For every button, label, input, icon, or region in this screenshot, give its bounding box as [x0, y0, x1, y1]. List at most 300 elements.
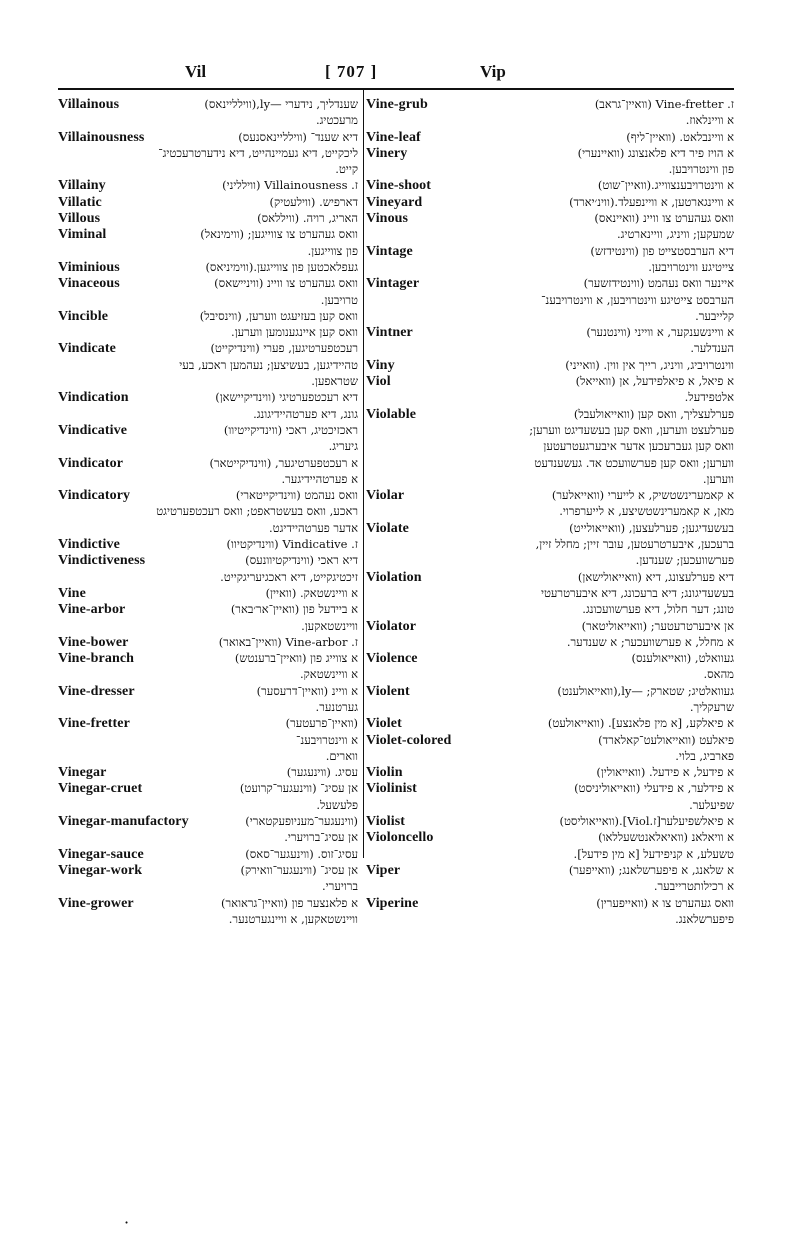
definition-text: א וויינשענקער, א ווייני (ווינטנער)	[586, 325, 734, 340]
entry-first-line	[58, 813, 358, 829]
definition-text: א וויינגארטען, א וויינפעלד.(ווינ׳יארד)	[569, 194, 734, 209]
dictionary-entry	[58, 389, 358, 422]
headword: Vincible	[58, 308, 109, 324]
definition-text: א פלאנצער פון (וואיין־גראואר)	[221, 895, 358, 910]
headword: Vine-fretter	[58, 716, 130, 732]
headword: Vindicate	[58, 341, 116, 357]
headword: Vindicator	[58, 455, 124, 471]
definition-text: דיא הערבסטצייט פון (ווינטידזש)	[590, 243, 734, 258]
dictionary-entry	[58, 846, 358, 862]
headword: Viol	[366, 374, 391, 390]
headword: Viperine	[366, 895, 419, 911]
definition-text: א וויינשטאק. (וואיין)	[265, 585, 358, 600]
left-column	[58, 96, 358, 927]
dictionary-entry	[366, 357, 734, 373]
dictionary-entry	[366, 732, 734, 765]
definition-text: ליכקייט, דיא געמיינהייט, דיא נידערטרעכטיג־	[158, 145, 358, 160]
definition-text: געוואלט, (וואייאולענס)	[631, 651, 734, 666]
headword: Vine-bower	[58, 634, 129, 650]
entry-first-line	[366, 862, 734, 878]
definition-continuation	[58, 112, 358, 128]
definition-text: ברויערי.	[322, 879, 358, 894]
dictionary-entry	[58, 536, 358, 552]
definition-text: שטראפען.	[311, 374, 358, 389]
headword: Viper	[366, 862, 401, 878]
entry-first-line	[366, 194, 734, 210]
headword: Villatic	[58, 194, 102, 210]
definition-text: אן עסיג־ (ווינעגער־קרועט)	[239, 781, 358, 796]
definition-continuation	[366, 340, 734, 356]
entry-first-line	[58, 715, 358, 731]
definition-text: א ווינטרויבענ־	[296, 732, 358, 747]
dictionary-entry	[58, 895, 358, 928]
headword: Violator	[366, 618, 417, 634]
definition-text: פיאלעט (וואייאולעט־קאלארד)	[598, 732, 734, 747]
headword: Vintager	[366, 276, 420, 292]
definition-text: א פידלער, א פידעלי (וואייאוליניסט)	[574, 781, 734, 796]
definition-continuation	[58, 797, 358, 813]
dictionary-entry	[58, 455, 358, 488]
definition-text: בעשעדיגונג; דיא ברעכונג, דיא איבערטרעטי	[540, 585, 734, 600]
definition-text: וואס נעהמט (ווינדיקייטארי)	[235, 488, 358, 503]
definition-text: דיא פערלעצונג, דיא (וואייאולישאן)	[577, 569, 734, 584]
dictionary-entry	[366, 210, 734, 243]
entry-first-line	[58, 194, 358, 210]
headword: Vinegar-cruet	[58, 781, 143, 797]
definition-text: הענדלער.	[690, 341, 734, 356]
definition-continuation	[366, 585, 734, 601]
definition-text: א מחלל, א פערשוועכער; א שענדער.	[566, 634, 734, 649]
definition-continuation	[58, 569, 358, 585]
dictionary-entry	[366, 813, 734, 829]
dictionary-entry	[58, 634, 358, 650]
definition-continuation	[58, 373, 358, 389]
definition-text: וויינשטאקען, א וויינגערטנער.	[228, 911, 358, 926]
headword: Violate	[366, 520, 409, 536]
definition-text: טהיידיגען, בעשיצען; נעהמען ראכע, בעי	[179, 357, 358, 372]
definition-text: א וויינ (וואיין־דרעסער)	[256, 683, 358, 698]
entry-first-line	[58, 780, 358, 796]
definition-text: א צווייג פון (וואיין־ברענטש)	[234, 651, 358, 666]
entry-first-line	[58, 634, 358, 650]
dictionary-entry	[366, 520, 734, 569]
dictionary-entry	[58, 422, 358, 455]
definition-continuation	[58, 161, 358, 177]
definition-continuation	[58, 471, 358, 487]
dictionary-entry	[58, 601, 358, 634]
definition-text: עסיג־זוס. (ווינעגער־סאס)	[245, 846, 358, 861]
definition-text: ראכע, וואס בעשטראפט; וואס רעכטפערטיגט	[156, 504, 358, 519]
entry-first-line	[58, 650, 358, 666]
definition-continuation	[58, 618, 358, 634]
definition-text: שמעקען; וויניג, וויינארטיג.	[617, 227, 734, 242]
definition-text: ווערען.	[702, 471, 734, 486]
definition-text: א וויינשטאק.	[299, 667, 358, 682]
definition-continuation	[58, 406, 358, 422]
entry-first-line	[58, 340, 358, 356]
definition-text: טשעלע, א קניפידעל [א מין פידעל].	[573, 846, 734, 861]
headword: Vine-leaf	[366, 129, 421, 145]
headword: Vine-arbor	[58, 602, 126, 618]
entry-first-line	[58, 210, 358, 226]
definition-text: אן עסיג־ (ווינעגער־וואירק)	[240, 862, 358, 877]
headword: Viminal	[58, 227, 107, 243]
dictionary-entry	[366, 764, 734, 780]
headword: Violinist	[366, 781, 417, 797]
entry-first-line	[58, 308, 358, 324]
entry-first-line	[366, 373, 734, 389]
definition-text: הערבסט צייטיגע ווינטרויבען, א ווינטרויבענ־	[541, 292, 734, 307]
headword: Vinegar-manufactory	[58, 814, 189, 830]
dictionary-entry	[366, 862, 734, 895]
header-left-guideword: Vil	[185, 62, 207, 81]
definition-continuation	[58, 666, 358, 682]
entry-first-line	[58, 552, 358, 568]
headword: Vindicatory	[58, 488, 131, 504]
entry-first-line	[58, 129, 358, 145]
definition-text: וואס געהערט צו א (וואייפערין)	[596, 895, 734, 910]
definition-text: וואס געהערט צו וויינ (וויניישאס)	[214, 276, 358, 291]
definition-continuation	[366, 471, 734, 487]
definition-text: דארפיש. (ווילעטיק)	[269, 194, 358, 209]
headword: Violet-colored	[366, 732, 452, 748]
dictionary-entry	[58, 813, 358, 846]
headword: Villainous	[58, 97, 120, 112]
dictionary-entry	[366, 715, 734, 731]
headword: Vindication	[58, 390, 129, 406]
definition-text: פיפערשלאנג.	[675, 911, 734, 926]
definition-text: וואס געהערט צו צווייגען; (ווימינאל)	[200, 227, 358, 242]
definition-text: וואס קען געברעכען אדער איבערגעטרעטען	[543, 439, 734, 454]
dictionary-entry	[366, 177, 734, 193]
definition-continuation	[366, 438, 734, 454]
definition-continuation	[366, 308, 734, 324]
headword: Vinous	[366, 211, 409, 227]
dictionary-entry	[58, 259, 358, 275]
headword: Vinery	[366, 145, 408, 161]
definition-continuation	[58, 829, 358, 845]
headword: Viny	[366, 357, 395, 373]
definition-text: א הויז פיר דיא פלאנצונג (וואיינערי)	[577, 145, 734, 160]
definition-continuation	[58, 324, 358, 340]
definition-continuation	[58, 145, 358, 161]
dictionary-entry	[366, 96, 734, 129]
dictionary-entry	[366, 780, 734, 813]
dictionary-entry	[58, 226, 358, 259]
definition-text: געוואלטיג; שטארק; —ly,(וואייאולענט)	[557, 683, 734, 698]
entry-first-line	[58, 683, 358, 699]
definition-continuation	[366, 634, 734, 650]
headword: Vine-branch	[58, 651, 135, 667]
entry-first-line	[58, 895, 358, 911]
headword: Violin	[366, 765, 403, 781]
dictionary-entry	[58, 862, 358, 895]
definition-continuation	[366, 536, 734, 552]
headword: Violar	[366, 488, 405, 504]
definition-text: צייטיגע ווינטרויבען.	[648, 259, 734, 274]
entry-first-line	[366, 177, 734, 193]
headword: Vinegar-work	[58, 862, 143, 878]
dictionary-entry	[58, 552, 358, 585]
definition-text: וואס קען בעזיעגט ווערען, (ווינסיבל)	[199, 308, 358, 323]
definition-continuation	[58, 357, 358, 373]
definition-continuation	[58, 503, 358, 519]
entry-first-line	[366, 243, 734, 259]
entry-first-line	[58, 585, 358, 601]
entry-first-line	[58, 601, 358, 617]
definition-text: מאן, א קאמערינשטשיצע, א לייערפרוי.	[559, 504, 734, 519]
headword: Vinegar	[58, 765, 107, 781]
definition-continuation	[58, 292, 358, 308]
definition-text: שענדליך, נידערי —ly,(ווילליינאס)	[204, 97, 358, 111]
definition-text: טונג; דער חלול, דיא פערשוועכונג.	[582, 602, 734, 617]
definition-text: ז. Vindicative (ווינדיקטיוו)	[226, 537, 358, 552]
definition-text: מהאס.	[703, 667, 734, 682]
dictionary-entry	[58, 487, 358, 536]
headword: Villainousness	[58, 129, 145, 145]
entry-first-line	[58, 846, 358, 862]
entry-first-line	[58, 226, 358, 242]
entry-first-line	[58, 389, 358, 405]
dictionary-entry	[366, 487, 734, 520]
dictionary-entry	[58, 650, 358, 683]
dictionary-entry	[366, 145, 734, 178]
headword: Vinaceous	[58, 276, 120, 292]
dictionary-entry	[366, 650, 734, 683]
definition-text: שפיעלער.	[689, 797, 734, 812]
headword: Violence	[366, 651, 418, 667]
definition-text: ז. Vine-fretter (וואיין־גראב)	[594, 97, 734, 111]
definition-text: א פיאלקע, [א מין פלאנצע]. (וואייאולעט)	[547, 716, 734, 731]
entry-first-line	[366, 732, 734, 748]
definition-text: פון צווייגען.	[307, 243, 358, 258]
definition-continuation	[366, 601, 734, 617]
definition-continuation	[366, 292, 734, 308]
definition-text: (וואיין־פרעטער)	[285, 716, 358, 731]
definition-text: קלייבער.	[695, 308, 734, 323]
entry-first-line	[366, 129, 734, 145]
definition-text: אן איבערטרעטער; (וואייאוליטאר)	[581, 618, 734, 633]
definition-text: זיכטיגקייט, דיא ראכגיעריגקייט.	[220, 569, 358, 584]
entry-first-line	[58, 764, 358, 780]
definition-text: פון ווינטרויבען.	[668, 162, 734, 177]
headword: Vindictiveness	[58, 553, 146, 569]
entry-first-line	[366, 813, 734, 829]
entry-first-line	[366, 895, 734, 911]
entry-first-line	[366, 145, 734, 161]
definition-continuation	[58, 520, 358, 536]
entry-first-line	[366, 324, 734, 340]
definition-text: פארביג, בלוי.	[675, 748, 734, 763]
dictionary-entry	[366, 569, 734, 618]
headword: Violent	[366, 683, 410, 699]
definition-text: בעשעדיגען; פערלעצען, (וואייאולייט)	[569, 520, 734, 535]
definition-text: א פידעל, א פידעל. (וואייאולין)	[596, 765, 734, 780]
definition-continuation	[366, 748, 734, 764]
entry-first-line	[366, 520, 734, 536]
dictionary-entry	[366, 618, 734, 651]
entry-first-line	[58, 862, 358, 878]
entry-first-line	[366, 683, 734, 699]
entry-first-line	[366, 96, 734, 112]
headword: Vineyard	[366, 194, 423, 210]
entry-first-line	[366, 618, 734, 634]
definition-text: א רכילותטרייבער.	[653, 879, 734, 894]
definition-text: דיא ראכי (ווינדיקטיוונעס)	[245, 553, 358, 568]
definition-text: א רעכטפערטיגער, (ווינדיקייטאר)	[209, 455, 358, 470]
definition-text: א פערטהיידיגער.	[281, 471, 358, 486]
dictionary-entry	[58, 683, 358, 716]
header-right-guideword: Vip	[480, 62, 506, 81]
dictionary-entry	[58, 210, 358, 226]
headword: Vine-grower	[58, 895, 134, 911]
definition-text: רעכטפערטיגען, פערי (ווינדיקייט)	[210, 341, 358, 356]
dictionary-entry	[58, 308, 358, 341]
definition-text: קייט.	[335, 162, 358, 177]
dictionary-entry	[58, 780, 358, 813]
headword: Vintner	[366, 325, 413, 341]
definition-text: אן עסיג־ברויערי.	[284, 830, 358, 845]
dictionary-entry	[58, 715, 358, 764]
definition-text: א פיאלשפיעלער[ז.Viol].(וואייאוליסט)	[559, 814, 734, 829]
headword: Vinegar-sauce	[58, 846, 144, 862]
definition-text: ז. Vine-arbor (וואיין־באואר)	[218, 634, 358, 649]
definition-text: וואס קען איינגענומען ווערען.	[231, 325, 358, 340]
definition-text: א וויאלאנ (וואיאלאנטשעללאו)	[598, 830, 734, 845]
dictionary-entry	[366, 275, 734, 324]
entry-first-line	[366, 569, 734, 585]
dictionary-entry	[366, 194, 734, 210]
entry-first-line	[366, 406, 734, 422]
headword: Villainy	[58, 178, 106, 194]
dictionary-entry	[366, 243, 734, 276]
dictionary-entry	[366, 373, 734, 406]
headword: Violist	[366, 814, 406, 830]
header-rule	[58, 88, 734, 90]
definition-continuation	[366, 797, 734, 813]
definition-continuation	[366, 161, 734, 177]
headword: Violable	[366, 406, 417, 422]
right-column	[366, 96, 734, 927]
headword: Vintage	[366, 243, 413, 259]
definition-continuation	[58, 748, 358, 764]
dictionary-entry	[366, 895, 734, 928]
definition-text: א ווינטרויבענצווייג.(וואיין־שוט)	[597, 178, 734, 193]
definition-text: האריג, רויה. (וויללאס)	[257, 211, 358, 226]
dictionary-entry	[366, 829, 734, 862]
headword: Violation	[366, 569, 422, 585]
headword: Viminious	[58, 259, 120, 275]
definition-continuation	[58, 438, 358, 454]
definition-text: גערטנער.	[315, 699, 358, 714]
definition-continuation	[366, 389, 734, 405]
page-number: [ 707 ]	[325, 62, 378, 81]
headword: Vine-shoot	[366, 178, 432, 194]
definition-text: איינער וואס נעהמט (ווינטידזשער)	[583, 276, 734, 291]
entry-first-line	[366, 780, 734, 796]
column-divider	[363, 90, 364, 858]
definition-continuation	[58, 699, 358, 715]
dictionary-entry	[58, 129, 358, 178]
definition-continuation	[58, 732, 358, 748]
definition-text: ראכזיכטיג, ראכי (ווינדיקייטיוו)	[223, 422, 358, 437]
headword: Vine-grub	[366, 97, 428, 112]
definition-text: מרעכטיג.	[315, 113, 358, 128]
definition-continuation	[58, 911, 358, 927]
definition-continuation	[366, 455, 734, 471]
headword: Villous	[58, 211, 101, 227]
definition-continuation	[58, 243, 358, 259]
definition-text: א ביידעל פון (וואיין־אר׳באר)	[230, 602, 358, 617]
definition-continuation	[366, 911, 734, 927]
definition-text: עסיג. (ווינעגער)	[286, 765, 358, 780]
dictionary-entry	[366, 129, 734, 145]
entry-first-line	[366, 715, 734, 731]
definition-text: טרויבען.	[320, 292, 358, 307]
definition-text: א וויינלאוז.	[685, 113, 734, 128]
dictionary-entry	[58, 340, 358, 389]
definition-continuation	[366, 226, 734, 242]
page-header	[0, 60, 788, 90]
entry-first-line	[366, 650, 734, 666]
definition-text: ווערען; וואס קען פערשוועכט אד. געשענדעט	[534, 455, 734, 470]
dictionary-entry	[58, 764, 358, 780]
definition-text: שרעקליך.	[689, 699, 734, 714]
definition-continuation	[366, 259, 734, 275]
dictionary-entry	[366, 683, 734, 716]
dictionary-entry	[366, 406, 734, 487]
definition-text: דיא שענד־ (ווילליינאסנעס)	[238, 129, 358, 144]
definition-continuation	[366, 552, 734, 568]
headword: Violoncello	[366, 830, 434, 846]
definition-continuation	[366, 503, 734, 519]
dictionary-entry	[58, 275, 358, 308]
entry-first-line	[58, 487, 358, 503]
definition-text: א קאמערינשטשיק, א לייערי (וואייאלער)	[551, 488, 734, 503]
definition-text: וואס געהערט צו וויינ (וואיינאס)	[594, 211, 734, 226]
definition-text: א וויינבלאט. (וואיין־ליף)	[626, 129, 734, 144]
headword: Vine-dresser	[58, 683, 135, 699]
definition-text: פלעשעל.	[316, 797, 358, 812]
definition-text: א פיאל, א פיאלפידעל, אן (וואייאל)	[575, 374, 734, 389]
margin-dot: ·	[124, 1213, 130, 1232]
headword: Vine	[58, 585, 86, 601]
entry-first-line	[58, 259, 358, 275]
dictionary-entry	[366, 324, 734, 357]
entry-first-line	[366, 829, 734, 845]
entry-first-line	[366, 275, 734, 291]
entry-first-line	[58, 177, 358, 193]
definition-continuation	[366, 878, 734, 894]
definition-text: דיא רעכטפערטיגי (ווינדיקיישאן)	[215, 390, 358, 405]
definition-text: פערשוועכען; שענדען.	[635, 553, 734, 568]
definition-text: ווארים.	[325, 748, 358, 763]
headword: Violet	[366, 716, 402, 732]
entry-first-line	[366, 210, 734, 226]
dictionary-entry	[58, 194, 358, 210]
definition-text: פערלעצליך, וואס קען (וואייאולעבל)	[573, 406, 734, 421]
dictionary-entry	[58, 96, 358, 129]
definition-continuation	[366, 422, 734, 438]
definition-text: (ווינעגער־מעניופעקטארי)	[245, 814, 358, 829]
headword: Vindictive	[58, 537, 120, 553]
definition-text: פערלעצט ווערען, וואס קען בעשעדיגט ווערען;	[529, 422, 734, 437]
headword: Vindicative	[58, 422, 128, 438]
definition-continuation	[58, 878, 358, 894]
entry-first-line	[58, 275, 358, 291]
definition-text: וויינשטאקען.	[301, 618, 358, 633]
definition-continuation	[366, 666, 734, 682]
